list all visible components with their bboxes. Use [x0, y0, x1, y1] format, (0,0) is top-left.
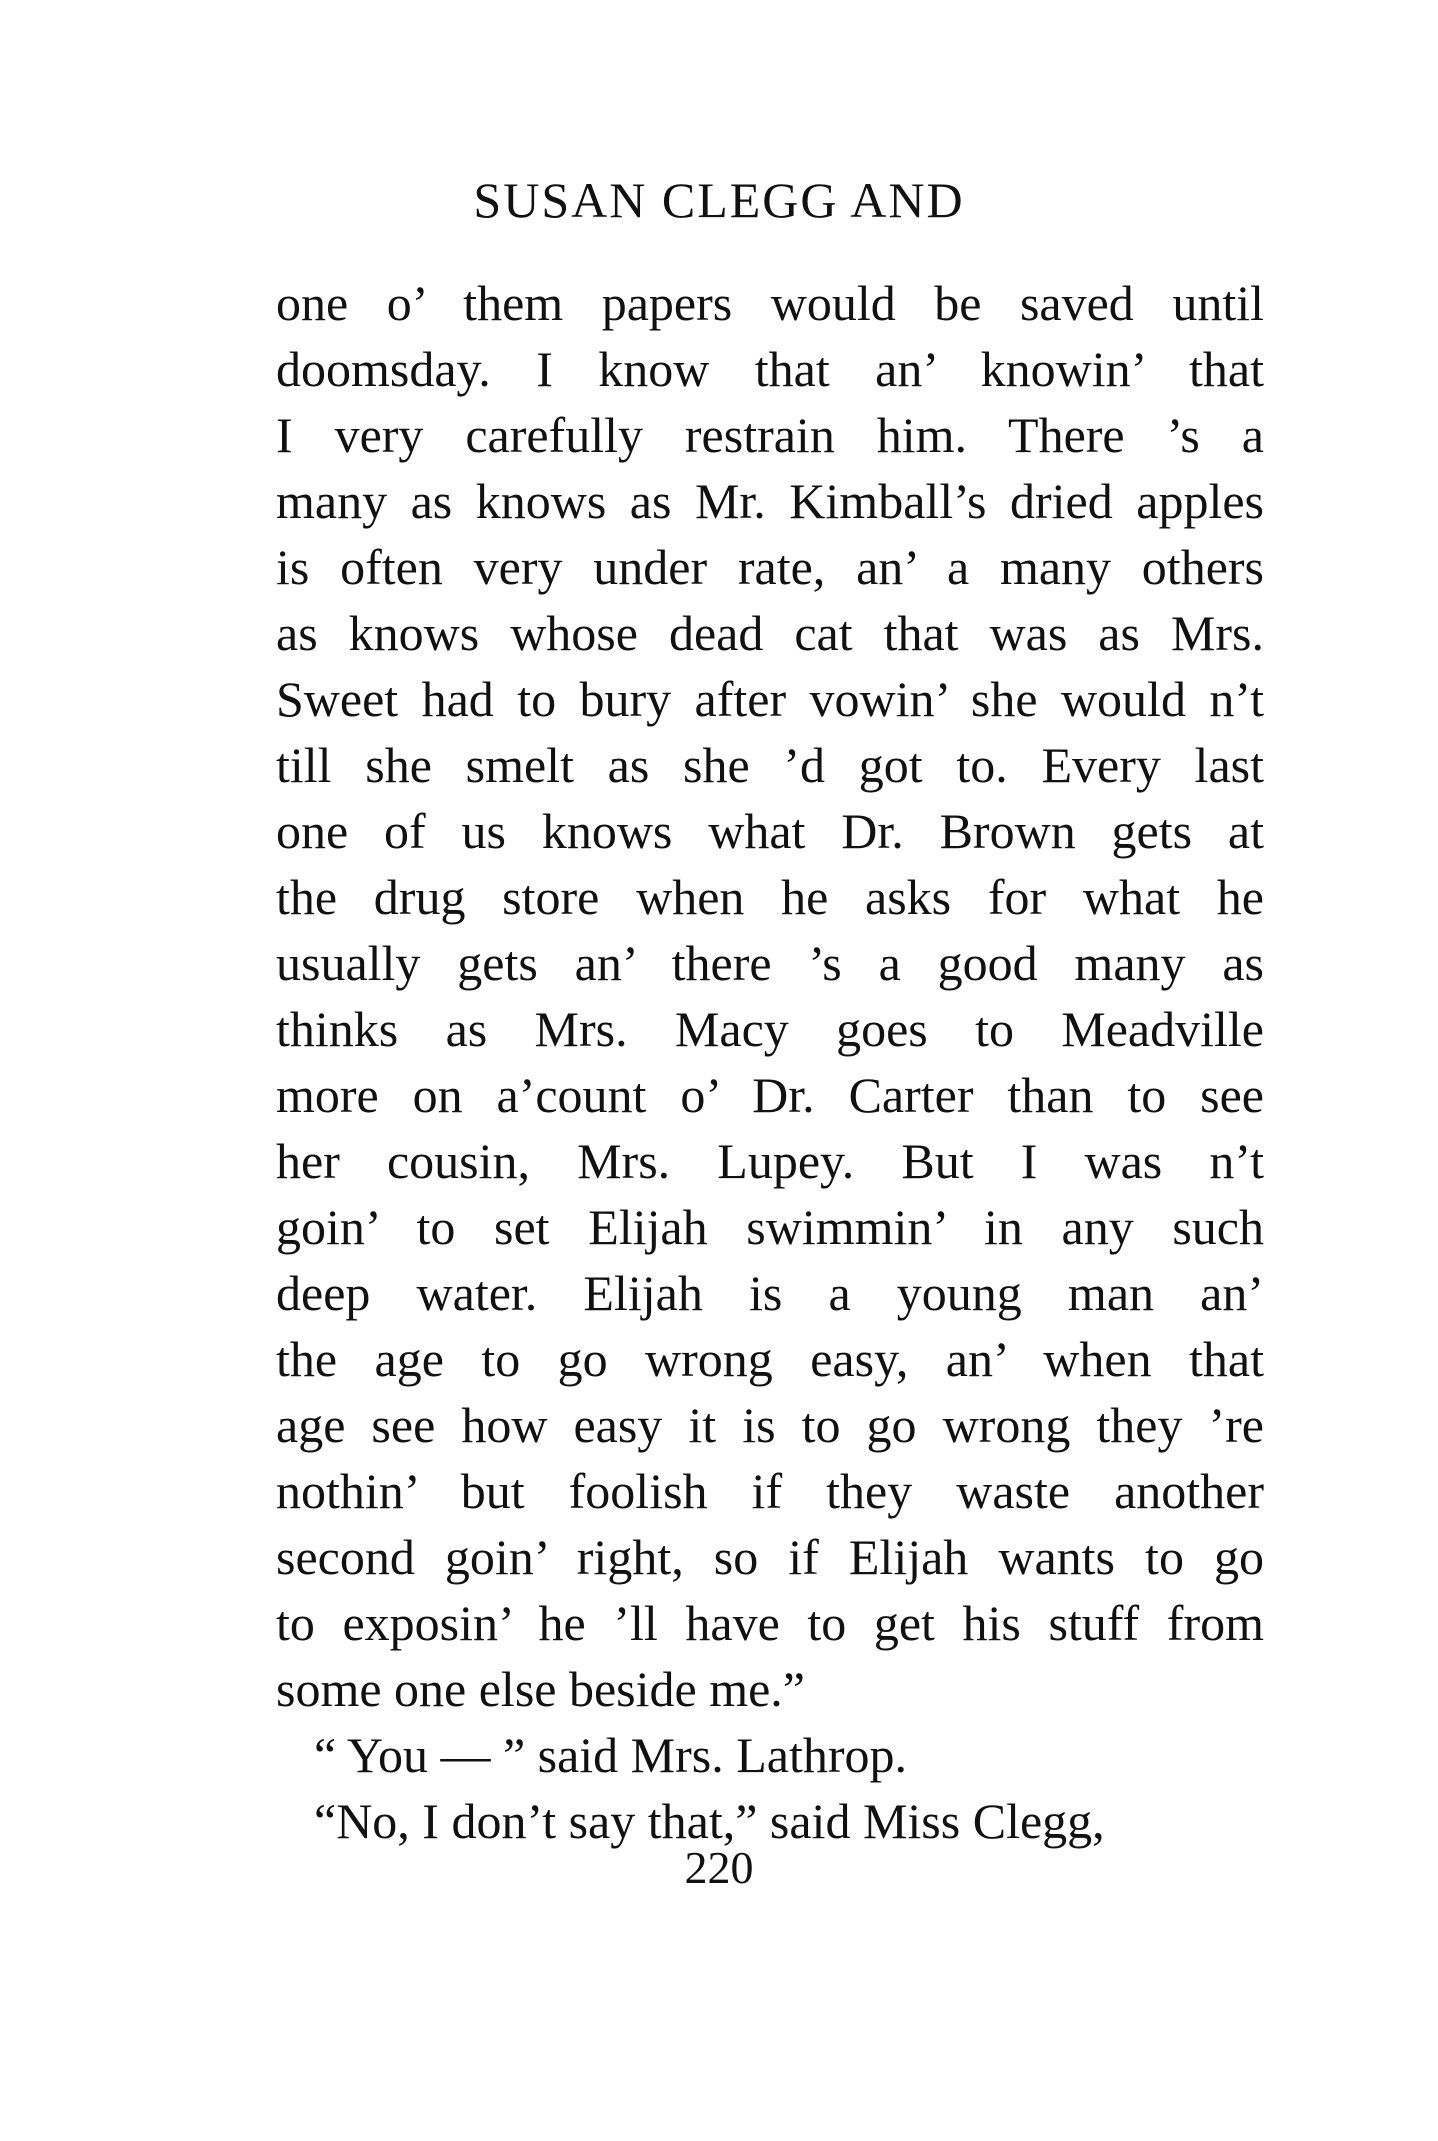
text-line: doomsday. I know that an’ knowin’ that — [276, 341, 1264, 397]
text-line: more on a’count o’ Dr. Carter than to see — [276, 1067, 1264, 1123]
text-line: some one else beside me.” — [276, 1661, 805, 1717]
body-text — [276, 270, 1264, 1854]
text-line: I very carefully restrain him. There ’s a — [276, 407, 1264, 463]
text-line: the drug store when he asks for what he — [276, 869, 1264, 925]
text-line: Sweet had to bury after vowin’ she would n’t — [276, 671, 1264, 727]
text-line: to exposin’ he ’ll have to get his stuff from — [276, 1595, 1264, 1651]
running-head: SUSAN CLEGG AND — [473, 172, 965, 228]
dialogue-line: “ You — ” said Mrs. Lathrop. — [314, 1727, 908, 1783]
text-line: age see how easy it is to go wrong they ’re — [276, 1397, 1264, 1453]
text-line: deep water. Elijah is a young man an’ — [276, 1265, 1264, 1321]
text-line: second goin’ right, so if Elijah wants to go — [276, 1529, 1264, 1585]
text-line: goin’ to set Elijah swimmin’ in any such — [276, 1199, 1264, 1255]
text-line: her cousin, Mrs. Lupey. But I was n’t — [276, 1133, 1264, 1189]
text-line: the age to go wrong easy, an’ when that — [276, 1331, 1264, 1387]
text-line: is often very under rate, an’ a many others — [276, 539, 1264, 595]
text-line: one o’ them papers would be saved until — [276, 275, 1264, 331]
text-line: till she smelt as she ’d got to. Every last — [276, 737, 1264, 793]
text-line: many as knows as Mr. Kimball’s dried apples — [276, 473, 1264, 529]
text-line: thinks as Mrs. Macy goes to Meadville — [276, 1001, 1264, 1057]
text-line: usually gets an’ there ’s a good many as — [276, 935, 1264, 991]
page-number: 220 — [684, 1842, 754, 1893]
text-line: one of us knows what Dr. Brown gets at — [276, 803, 1264, 859]
dialogue-line: “No, I don’t say that,” said Miss Clegg, — [314, 1793, 1105, 1849]
text-line: as knows whose dead cat that was as Mrs. — [276, 605, 1264, 661]
text-line: nothin’ but foolish if they waste another — [276, 1463, 1264, 1519]
